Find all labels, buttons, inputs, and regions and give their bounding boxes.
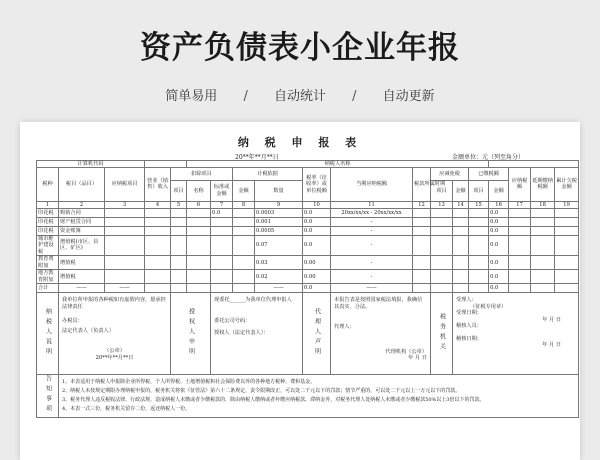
cell-tax: 印花税	[37, 217, 59, 226]
col-number: 6	[187, 201, 211, 208]
col-number: 2	[59, 201, 105, 208]
document-preview	[20, 122, 580, 460]
notes-block	[59, 375, 579, 418]
col-number: 14	[453, 201, 469, 208]
note-item: 4、本表一式三份，税务机关留存二份，返还纳税人一份。	[62, 406, 191, 412]
col-number: 13	[431, 201, 453, 208]
cell-due: 0.0	[303, 226, 331, 235]
cell-due: 0.0	[303, 208, 331, 217]
cell-tax: 印花税	[37, 208, 59, 217]
cell-basis[interactable]	[211, 235, 233, 256]
tag-auto-stat: 自动统计	[273, 89, 326, 104]
receive-date-field[interactable]: 受理日期：	[456, 310, 482, 316]
notes-row	[37, 375, 579, 418]
cell-basis[interactable]	[211, 217, 233, 226]
cell-period[interactable]: -	[331, 256, 413, 270]
col-ded-standard: 标准或金额	[211, 181, 233, 201]
col-period: 税款所属时期	[413, 168, 431, 202]
col-paid-project: 项目	[469, 181, 489, 201]
col-number: 5	[171, 201, 187, 208]
column-number-row	[37, 201, 579, 208]
col-number: 18	[531, 201, 555, 208]
legal-rep-field[interactable]: 法定代表人（负责人）	[62, 327, 114, 334]
cell-tax: 教育费附加	[37, 256, 59, 270]
cell-rate: 0.001	[255, 217, 303, 226]
total-payable: 0.0	[489, 284, 509, 293]
agent-statement-block	[331, 293, 431, 375]
table-row	[37, 270, 579, 284]
cell-due: 0.0	[303, 235, 331, 256]
col-deduction: 扣除项目	[171, 168, 233, 181]
taxpayer-name-header: 纳税人名称	[187, 161, 489, 168]
col-number: 15	[469, 201, 489, 208]
audit-ymd: 年 月 日	[542, 342, 562, 348]
cell-due: 0.00	[303, 270, 331, 284]
receive-ymd: 年 月 日	[542, 316, 562, 323]
col-ded-project: 项目	[171, 181, 187, 201]
tag-auto-update: 自动更新	[382, 89, 435, 104]
declaration-row	[37, 293, 579, 375]
cell-rate: 0.03	[255, 256, 303, 270]
taxpayer-declaration-label: 纳税人说明	[37, 293, 59, 375]
col-payable: 应纳税额	[509, 168, 531, 202]
col-number: 3	[105, 201, 145, 208]
cell-due: 0.00	[303, 256, 331, 270]
tag-separator: /	[243, 89, 248, 104]
tax-seal: （征税专用章）	[470, 303, 507, 310]
table-row	[37, 256, 579, 270]
cell-item[interactable]: 增值税	[59, 270, 105, 284]
cell-tax: 城市维护建设税	[37, 235, 59, 256]
col-tax-type: 税种	[37, 168, 59, 202]
col-number: 19	[555, 201, 579, 208]
cell-payable: 0.0	[489, 256, 509, 270]
col-ded-name: 名称	[187, 181, 211, 201]
col-item: 税目（品目）	[59, 168, 105, 202]
cell-rate: 0.0005	[255, 226, 303, 235]
tax-form-table	[36, 160, 579, 418]
col-number: 12	[413, 201, 431, 208]
cell-period[interactable]: 20xx/xx/xx - 20xx/xx/xx	[331, 208, 413, 217]
total-label: 合计	[37, 284, 59, 293]
table-row	[37, 217, 579, 226]
note-item: 3、税务代理人违反税收法律、行政法规，造成纳税人未缴或者少缴税款的，除由纳税人缴纳或者补缴应纳税款、滞纳金外，对税务代理人处纳税人未缴或者少缴税款50%以上3倍以下的罚款。	[62, 397, 485, 403]
tag-separator: /	[352, 89, 357, 104]
total-row	[37, 284, 579, 293]
cell-due: 0.0	[303, 217, 331, 226]
cell-item[interactable]: 资金账簿	[59, 226, 105, 235]
agent-authorization	[211, 293, 303, 375]
cell-basis[interactable]	[211, 256, 233, 270]
cell-basis[interactable]	[211, 270, 233, 284]
taxpayer-declaration	[59, 293, 171, 375]
col-current-payable: 当期应纳税额	[331, 168, 413, 202]
table-row	[37, 208, 579, 217]
tax-office-block	[453, 293, 579, 375]
col-paid-amount: 金额	[489, 181, 509, 201]
note-item: 1、本表适用于纳税人申报除企业所得税、个人所得税、土地增值税和社会保险费以外的各种地方税种、费和基金。	[62, 379, 316, 385]
total-dash: ——	[255, 284, 303, 293]
col-number: 11	[331, 201, 413, 208]
cell-tax: 印花税	[37, 226, 59, 235]
col-tax-basis: 计税依据	[233, 168, 303, 181]
col-number: 7	[211, 201, 233, 208]
cell-item[interactable]: 购销合同	[59, 208, 105, 217]
tax-office-label: 税务机关	[431, 293, 453, 375]
form-title: 纳 税 申 报 表	[237, 136, 363, 149]
col-number: 17	[509, 201, 531, 208]
seal-date: 20**年**月**日	[95, 354, 134, 361]
cell-period[interactable]: -	[331, 226, 413, 235]
col-number: 1	[37, 201, 59, 208]
col-basis-quantity: 数量	[255, 181, 303, 201]
cell-payable: 0.0	[489, 235, 509, 256]
total-dash: ——	[331, 284, 413, 293]
cell-payable: 0.0	[489, 217, 509, 226]
cell-basis[interactable]	[211, 226, 233, 235]
agent-phone-field[interactable]: 委托公司号码：	[214, 317, 251, 324]
cell-item[interactable]: 财产租赁合同	[59, 217, 105, 226]
agent-person-field[interactable]: 代理人：	[334, 324, 355, 330]
total-dash: ——	[59, 284, 105, 293]
col-number: 9	[255, 201, 303, 208]
agent-org-seal: 代理机构（公章）	[385, 348, 428, 355]
cell-tax: 地方教育附加	[37, 270, 59, 284]
amount-unit-label: 金额单位：	[452, 154, 483, 161]
notes-label: 告知事项	[37, 375, 59, 418]
taxpayer-code-header: 计算机代码	[37, 161, 145, 168]
feature-tags	[0, 85, 600, 104]
agent-sign-field[interactable]: 授权人（法定代表人）：	[214, 330, 269, 336]
col-di-project: 项目	[431, 181, 453, 201]
amount-unit-value: 元（列至角分）	[482, 154, 525, 161]
audit-date-field[interactable]: 稽核日期：	[456, 335, 482, 342]
col-deduction-items: 应减免税	[431, 168, 469, 181]
table-row	[37, 226, 579, 235]
cell-rate: 0.07	[255, 235, 303, 256]
col-taxable-project: 应纳税项目	[105, 168, 145, 202]
agent-statement: 本报告表是按照国家税法填报，我确信其真实、合法。	[334, 297, 423, 310]
cell-payable: 0.0	[489, 226, 509, 235]
cell-item[interactable]: 增值税(市区、县区、矿区)	[59, 235, 105, 256]
col-rate: 税率（征收率）或单位税额	[303, 168, 331, 202]
col-number: 10	[303, 201, 331, 208]
cell-basis[interactable]: 0.0	[211, 208, 233, 217]
cell-rate: 0.02	[255, 270, 303, 284]
tag-easy: 简单易用	[165, 89, 218, 104]
agent-appointment: 现委托______为我单位代理申报人	[214, 297, 292, 303]
col-paid: 已缴税额	[469, 168, 509, 181]
cell-period[interactable]: -	[331, 270, 413, 284]
cell-period[interactable]: -	[331, 235, 413, 256]
col-number: 4	[145, 201, 171, 208]
col-basis-amount: 金额	[233, 181, 255, 201]
col-arrears: 累计欠税金额	[555, 168, 579, 202]
note-item: 2、纳税人未按规定期限办理纳税申报的，税务机关将依《征管法》第六十二条规定，责令限期改正，可以处二千元以下的罚款；情节严重的，可以处二千元以上一万元以下的罚款。	[62, 388, 461, 394]
taxpayer-statement: 我单位所申报的各种税如有虚假内容，愿承担法律责任	[62, 297, 166, 310]
col-overdue: 延期缴纳税额	[531, 168, 555, 202]
company-seal: （公章）	[104, 348, 125, 354]
agent-date: 年 月 日	[408, 355, 428, 361]
col-di-amount: 金额	[453, 181, 469, 201]
cell-period[interactable]: -	[331, 217, 413, 226]
operator-field[interactable]: 办税员：	[62, 318, 83, 324]
cell-payable: 0.0	[489, 270, 509, 284]
total-dash: ——	[105, 284, 145, 293]
cell-rate: 0.0003	[255, 208, 303, 217]
col-number: 8	[233, 201, 255, 208]
agent-authorization-label: 授权人申明	[171, 293, 211, 375]
cell-item[interactable]: 增值税	[59, 256, 105, 270]
receiver-field[interactable]: 受理人：	[456, 297, 477, 303]
col-revenue: 营业（销售）收入	[145, 168, 171, 202]
col-number: 16	[489, 201, 509, 208]
agent-statement-label: 代理人声明	[303, 293, 331, 375]
table-row	[37, 235, 579, 256]
cell-payable: 0.0	[489, 208, 509, 217]
page-title: 资产负债表小企业年报	[140, 30, 460, 66]
auditor-field[interactable]: 稽核人员：	[456, 323, 482, 329]
form-date: 20**年**月**日	[235, 154, 279, 161]
total-due: 0.0	[303, 284, 331, 293]
